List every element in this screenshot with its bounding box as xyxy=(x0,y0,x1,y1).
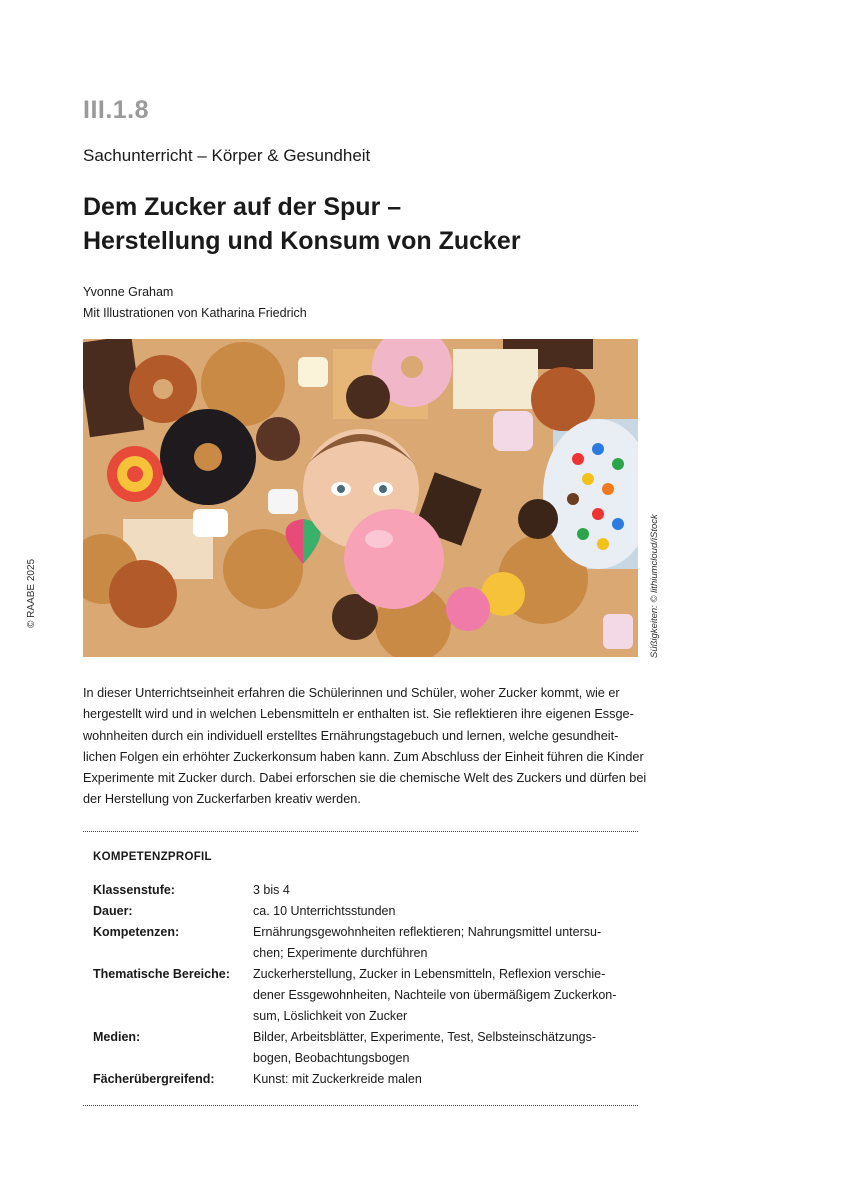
copyright-note: © RAABE 2025 xyxy=(26,558,37,628)
author-block xyxy=(83,282,307,324)
page-title xyxy=(83,190,521,258)
intro-line: der Herstellung von Zuckerfarben kreativ werden. xyxy=(83,792,361,807)
profile-value-line: 3 bis 4 xyxy=(253,883,290,897)
profile-value-line: Kunst: mit Zuckerkreide malen xyxy=(253,1072,422,1086)
profile-value xyxy=(253,901,623,922)
profile-value-line: Ernährungsgewohnheiten reflektieren; Nahrungsmittel untersu- xyxy=(253,925,602,939)
intro-line: Experimente mit Zucker durch. Dabei erforschen sie die chemische Welt des Zuckers und dürfen bei xyxy=(83,771,647,786)
profile-value-line: chen; Experimente durchführen xyxy=(253,946,428,960)
illustrator-credit: Mit Illustrationen von Katharina Friedrich xyxy=(83,306,307,320)
profile-value xyxy=(253,922,623,964)
subject-line: Sachunterricht – Körper & Gesundheit xyxy=(83,146,371,165)
profile-heading: KOMPETENZPROFIL xyxy=(93,851,212,863)
unit-code: III.1.8 xyxy=(83,96,150,124)
profile-value xyxy=(253,1069,623,1090)
intro-line: hergestellt wird und in welchen Lebensmitteln er enthalten ist. Sie reflektieren ihre eigenen Essge- xyxy=(83,707,634,722)
profile-value xyxy=(253,1027,623,1069)
profile-label: Fächerübergreifend: xyxy=(93,1072,215,1086)
profile-label: Medien: xyxy=(93,1030,141,1044)
profile-label: Klassenstufe: xyxy=(93,883,175,897)
profile-value-line: sum, Löslichkeit von Zucker xyxy=(253,1009,408,1023)
sweets-photo-illustration xyxy=(83,339,638,657)
cover-photo xyxy=(83,339,638,657)
title-line-2: Herstellung und Konsum von Zucker xyxy=(83,227,521,255)
profile-value xyxy=(253,880,623,901)
profile-label: Kompetenzen: xyxy=(93,925,180,939)
profile-value-line: Bilder, Arbeitsblätter, Experimente, Test, Selbsteinschätzungs- xyxy=(253,1030,597,1044)
author-name: Yvonne Graham xyxy=(83,285,174,299)
profile-value-line: Zuckerherstellung, Zucker in Lebensmitteln, Reflexion verschie- xyxy=(253,967,606,981)
title-line-1: Dem Zucker auf der Spur – xyxy=(83,193,402,221)
divider-top xyxy=(83,831,638,832)
profile-value xyxy=(253,964,623,1027)
intro-line: In dieser Unterrichtseinheit erfahren die Schülerinnen und Schüler, woher Zucker kommt, wie er xyxy=(83,686,620,700)
profile-value-line: bogen, Beobachtungsbogen xyxy=(253,1051,410,1065)
profile-label: Dauer: xyxy=(93,904,133,918)
profile-value-line: dener Essgewohnheiten, Nachteile von übermäßigem Zuckerkon- xyxy=(253,988,617,1002)
photo-credit: Süßigkeiten: © lithiumcloud/iStock xyxy=(649,514,660,658)
profile-value-line: ca. 10 Unterrichtsstunden xyxy=(253,904,396,918)
intro-line: wohnheiten durch ein individuell erstelltes Ernährungstagebuch und lernen, welche gesundheit- xyxy=(83,728,619,743)
intro-line: lichen Folgen ein erhöhter Zuckerkonsum haben kann. Zum Abschluss der Einheit führen die Kinder xyxy=(83,749,644,764)
intro-text xyxy=(83,683,647,811)
divider-bottom xyxy=(83,1105,638,1106)
profile-label: Thematische Bereiche: xyxy=(93,967,230,981)
